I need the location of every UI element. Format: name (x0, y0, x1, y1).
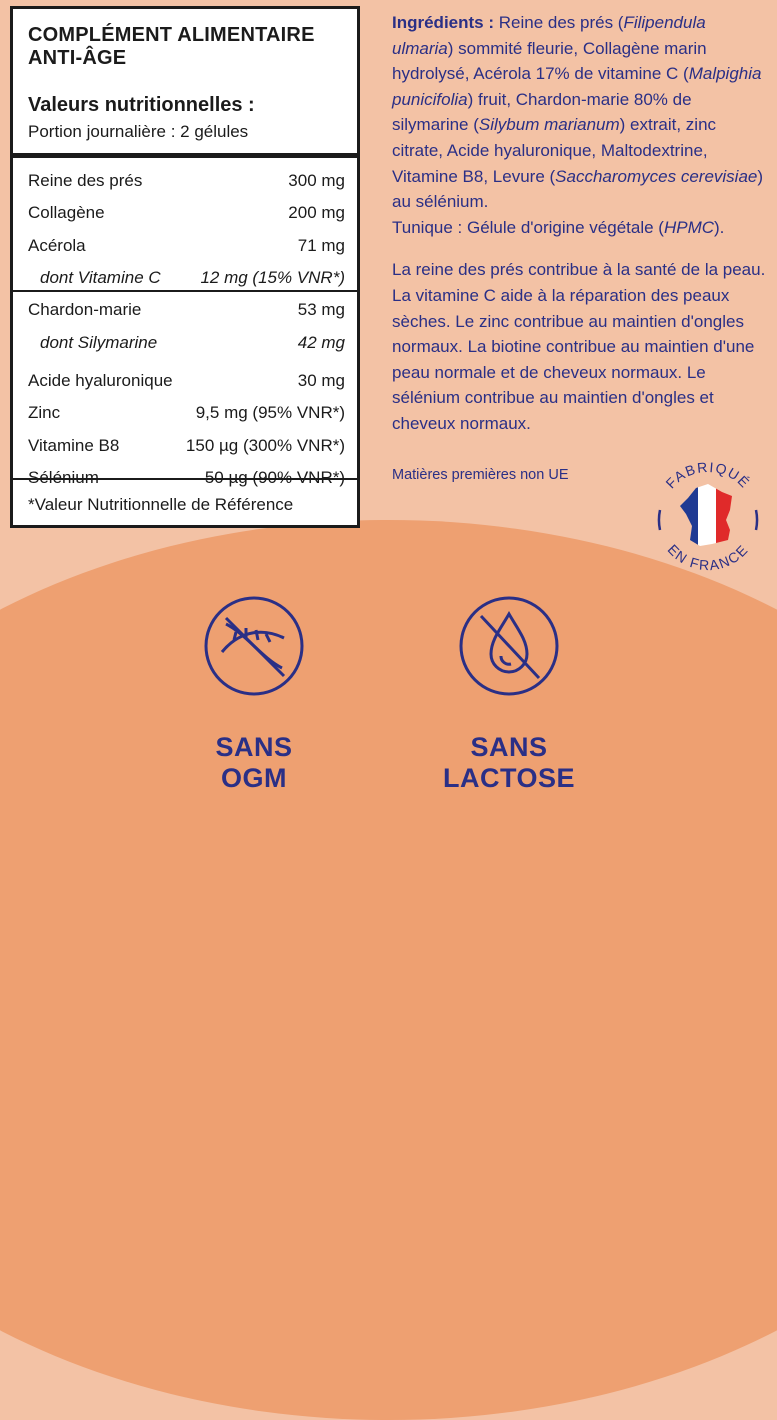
nutrition-heading: Valeurs nutritionnelles : (28, 94, 255, 116)
no-gmo-dna-icon (192, 594, 316, 698)
capsule-text: Tunique : Gélule d'origine végétale (HPMC). (392, 217, 725, 237)
divider-thick (13, 153, 357, 158)
badge-top-text: FABRIQUÉ (662, 458, 754, 492)
no-lactose-label: SANS LACTOSE (442, 732, 575, 793)
table-row: Reine des prés 300 mg (28, 171, 345, 191)
badge-bottom-text: EN FRANCE (664, 541, 752, 574)
france-map-flag-icon (678, 482, 736, 548)
table-row: Chardon-marie 53 mg (28, 300, 345, 320)
vnr-footnote: *Valeur Nutritionnelle de Référence (28, 495, 294, 514)
no-gmo-label: SANS OGM (215, 732, 293, 793)
table-row: dont Silymarine 42 mg (40, 332, 345, 352)
origin-note: Matières premières non UE (392, 467, 569, 483)
ingredients-block (392, 10, 767, 437)
feature-no-lactose (409, 594, 609, 794)
badge-arc-right (756, 510, 757, 530)
feature-no-gmo (154, 594, 354, 794)
divider-thin (13, 478, 357, 480)
health-claims: La reine des prés contribue à la santé de la peau. La vitamine C aide à la réparation des peaux sèches. Le zinc contribue au maintien d'ongles normaux. La biotine contribue au maintien d'une peau normale et de cheveux normaux. Le sélénium contribue au maintien d'ongles et cheveux normaux. (392, 260, 766, 433)
table-row: Acide hyaluronique 30 mg (28, 370, 345, 390)
daily-portion: Portion journalière : 2 gélules (28, 122, 249, 141)
product-title: COMPLÉMENT ALIMENTAIRE ANTI-ÂGE (28, 24, 315, 69)
divider-thin (13, 290, 357, 292)
badge-arc-left (659, 510, 660, 530)
table-row: Acérola 71 mg (28, 235, 345, 255)
table-row: Collagène 200 mg (28, 203, 345, 223)
no-lactose-drop-icon (447, 594, 571, 698)
nutrition-panel (10, 6, 360, 528)
made-in-france-badge (648, 458, 768, 576)
table-row: Zinc 9,5 mg (95% VNR*) (28, 403, 345, 423)
background-arc (0, 520, 777, 1420)
ingredients-text: Ingrédients : Reine des prés (Filipendula ulmaria) sommité fleurie, Collagène marin hydrolysé, Acérola 17% de vitamine C (Malpighia punicifolia) fruit, Chardon-marie 80% de silymarine (Silybum marianum) extrait, zinc citrate, Acide hyaluronique, Maltodextrine, Vitamine B8, Levure (Saccharomyces cerevisiae) au sélénium. (392, 13, 764, 212)
table-row: Vitamine B8 150 µg (300% VNR*) (28, 435, 345, 455)
table-row: dont Vitamine C 12 mg (15% VNR*) (40, 268, 345, 288)
nutrition-rows (28, 165, 345, 494)
